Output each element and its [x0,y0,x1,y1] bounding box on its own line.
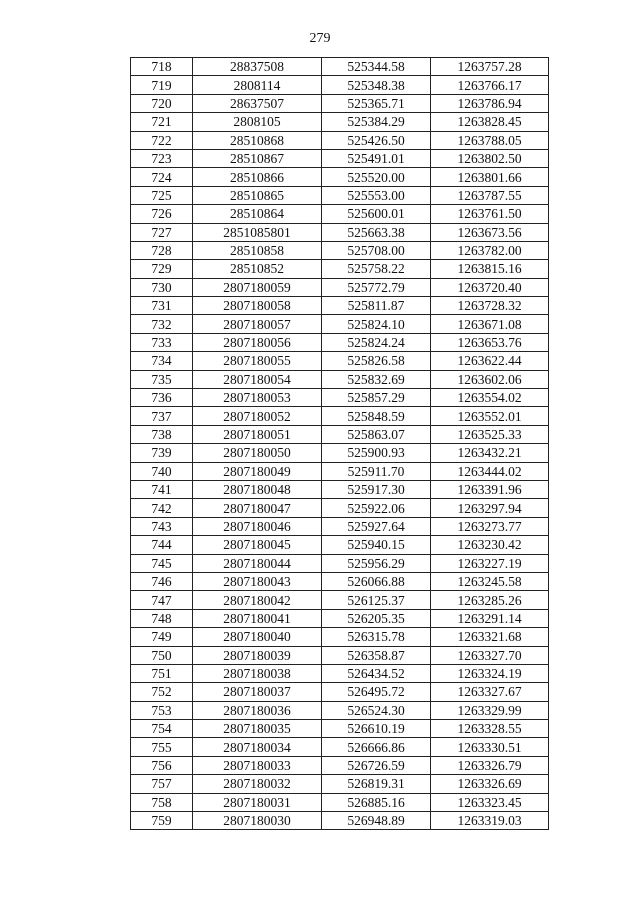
coordinates-table [130,57,549,830]
table-row [131,297,549,315]
x-coordinate-cell: 525900.93 [322,444,431,462]
table-row [131,186,549,204]
point-id-cell: 28510852 [193,260,322,278]
row-number-cell: 723 [131,149,193,167]
x-coordinate-cell: 525956.29 [322,554,431,572]
x-coordinate-cell: 525663.38 [322,223,431,241]
table-row [131,572,549,590]
point-id-cell: 2807180037 [193,683,322,701]
point-id-cell: 2808114 [193,76,322,94]
table-row [131,425,549,443]
row-number-cell: 744 [131,536,193,554]
point-id-cell: 28837508 [193,58,322,76]
y-coordinate-cell: 1263787.55 [431,186,549,204]
table-row [131,315,549,333]
y-coordinate-cell: 1263782.00 [431,241,549,259]
x-coordinate-cell: 525917.30 [322,480,431,498]
x-coordinate-cell: 525911.70 [322,462,431,480]
table-row [131,609,549,627]
row-number-cell: 719 [131,76,193,94]
row-number-cell: 734 [131,352,193,370]
y-coordinate-cell: 1263323.45 [431,793,549,811]
table-row [131,241,549,259]
point-id-cell: 28637507 [193,94,322,112]
x-coordinate-cell: 525365.71 [322,94,431,112]
table-row [131,536,549,554]
table-row [131,168,549,186]
y-coordinate-cell: 1263330.51 [431,738,549,756]
table-row [131,260,549,278]
row-number-cell: 738 [131,425,193,443]
point-id-cell: 2807180043 [193,572,322,590]
x-coordinate-cell: 526066.88 [322,572,431,590]
row-number-cell: 721 [131,113,193,131]
row-number-cell: 750 [131,646,193,664]
row-number-cell: 732 [131,315,193,333]
y-coordinate-cell: 1263622.44 [431,352,549,370]
point-id-cell: 2807180046 [193,517,322,535]
y-coordinate-cell: 1263319.03 [431,812,549,830]
x-coordinate-cell: 526205.35 [322,609,431,627]
point-id-cell: 2807180053 [193,389,322,407]
row-number-cell: 741 [131,480,193,498]
point-id-cell: 2807180054 [193,370,322,388]
row-number-cell: 743 [131,517,193,535]
x-coordinate-cell: 525384.29 [322,113,431,131]
table-row [131,554,549,572]
x-coordinate-cell: 526495.72 [322,683,431,701]
point-id-cell: 2807180035 [193,720,322,738]
row-number-cell: 724 [131,168,193,186]
y-coordinate-cell: 1263326.79 [431,756,549,774]
point-id-cell: 2807180033 [193,756,322,774]
y-coordinate-cell: 1263327.67 [431,683,549,701]
y-coordinate-cell: 1263327.70 [431,646,549,664]
point-id-cell: 2807180050 [193,444,322,462]
table-row [131,462,549,480]
table-row [131,738,549,756]
y-coordinate-cell: 1263273.77 [431,517,549,535]
table-row [131,775,549,793]
point-id-cell: 2807180034 [193,738,322,756]
point-id-cell: 2807180044 [193,554,322,572]
y-coordinate-cell: 1263671.08 [431,315,549,333]
point-id-cell: 2807180030 [193,812,322,830]
x-coordinate-cell: 526666.86 [322,738,431,756]
point-id-cell: 2807180041 [193,609,322,627]
row-number-cell: 759 [131,812,193,830]
table-row [131,278,549,296]
row-number-cell: 720 [131,94,193,112]
point-id-cell: 2807180031 [193,793,322,811]
point-id-cell: 2807180038 [193,664,322,682]
x-coordinate-cell: 525824.10 [322,315,431,333]
point-id-cell: 2807180057 [193,315,322,333]
point-id-cell: 2807180036 [193,701,322,719]
point-id-cell: 28510858 [193,241,322,259]
row-number-cell: 745 [131,554,193,572]
row-number-cell: 725 [131,186,193,204]
y-coordinate-cell: 1263321.68 [431,628,549,646]
row-number-cell: 731 [131,297,193,315]
point-id-cell: 2808105 [193,113,322,131]
row-number-cell: 752 [131,683,193,701]
x-coordinate-cell: 526610.19 [322,720,431,738]
y-coordinate-cell: 1263766.17 [431,76,549,94]
y-coordinate-cell: 1263328.55 [431,720,549,738]
x-coordinate-cell: 525927.64 [322,517,431,535]
row-number-cell: 757 [131,775,193,793]
point-id-cell: 2807180042 [193,591,322,609]
table-row [131,499,549,517]
row-number-cell: 726 [131,205,193,223]
y-coordinate-cell: 1263324.19 [431,664,549,682]
table-row [131,113,549,131]
x-coordinate-cell: 525426.50 [322,131,431,149]
table-row [131,444,549,462]
x-coordinate-cell: 525826.58 [322,352,431,370]
table-row [131,756,549,774]
x-coordinate-cell: 525922.06 [322,499,431,517]
x-coordinate-cell: 526819.31 [322,775,431,793]
y-coordinate-cell: 1263326.69 [431,775,549,793]
table-row [131,701,549,719]
row-number-cell: 718 [131,58,193,76]
y-coordinate-cell: 1263329.99 [431,701,549,719]
y-coordinate-cell: 1263602.06 [431,370,549,388]
row-number-cell: 748 [131,609,193,627]
table-row [131,352,549,370]
table-row [131,591,549,609]
y-coordinate-cell: 1263391.96 [431,480,549,498]
row-number-cell: 747 [131,591,193,609]
point-id-cell: 2807180045 [193,536,322,554]
row-number-cell: 751 [131,664,193,682]
x-coordinate-cell: 525491.01 [322,149,431,167]
point-id-cell: 2807180055 [193,352,322,370]
row-number-cell: 758 [131,793,193,811]
row-number-cell: 727 [131,223,193,241]
point-id-cell: 2807180051 [193,425,322,443]
coordinates-table-body [131,58,549,830]
x-coordinate-cell: 526948.89 [322,812,431,830]
y-coordinate-cell: 1263444.02 [431,462,549,480]
row-number-cell: 742 [131,499,193,517]
table-row [131,94,549,112]
row-number-cell: 754 [131,720,193,738]
x-coordinate-cell: 525811.87 [322,297,431,315]
point-id-cell: 2807180058 [193,297,322,315]
x-coordinate-cell: 525344.58 [322,58,431,76]
table-row [131,480,549,498]
table-row [131,76,549,94]
y-coordinate-cell: 1263245.58 [431,572,549,590]
y-coordinate-cell: 1263788.05 [431,131,549,149]
x-coordinate-cell: 526315.78 [322,628,431,646]
y-coordinate-cell: 1263761.50 [431,205,549,223]
y-coordinate-cell: 1263230.42 [431,536,549,554]
point-id-cell: 2807180052 [193,407,322,425]
row-number-cell: 735 [131,370,193,388]
y-coordinate-cell: 1263801.66 [431,168,549,186]
x-coordinate-cell: 525348.38 [322,76,431,94]
x-coordinate-cell: 525600.01 [322,205,431,223]
y-coordinate-cell: 1263653.76 [431,333,549,351]
x-coordinate-cell: 525772.79 [322,278,431,296]
table-row [131,389,549,407]
table-row [131,223,549,241]
y-coordinate-cell: 1263815.16 [431,260,549,278]
x-coordinate-cell: 525520.00 [322,168,431,186]
y-coordinate-cell: 1263525.33 [431,425,549,443]
point-id-cell: 2807180059 [193,278,322,296]
point-id-cell: 2807180049 [193,462,322,480]
row-number-cell: 730 [131,278,193,296]
x-coordinate-cell: 525553.00 [322,186,431,204]
y-coordinate-cell: 1263297.94 [431,499,549,517]
y-coordinate-cell: 1263802.50 [431,149,549,167]
row-number-cell: 739 [131,444,193,462]
row-number-cell: 749 [131,628,193,646]
point-id-cell: 2807180032 [193,775,322,793]
point-id-cell: 28510864 [193,205,322,223]
y-coordinate-cell: 1263786.94 [431,94,549,112]
y-coordinate-cell: 1263720.40 [431,278,549,296]
x-coordinate-cell: 525863.07 [322,425,431,443]
row-number-cell: 729 [131,260,193,278]
y-coordinate-cell: 1263728.32 [431,297,549,315]
row-number-cell: 736 [131,389,193,407]
x-coordinate-cell: 526726.59 [322,756,431,774]
x-coordinate-cell: 525857.29 [322,389,431,407]
row-number-cell: 753 [131,701,193,719]
row-number-cell: 737 [131,407,193,425]
row-number-cell: 746 [131,572,193,590]
point-id-cell: 28510867 [193,149,322,167]
table-row [131,793,549,811]
table-row [131,370,549,388]
table-row [131,149,549,167]
y-coordinate-cell: 1263552.01 [431,407,549,425]
point-id-cell: 2807180047 [193,499,322,517]
row-number-cell: 728 [131,241,193,259]
table-row [131,58,549,76]
point-id-cell: 28510865 [193,186,322,204]
point-id-cell: 2807180039 [193,646,322,664]
point-id-cell: 2807180040 [193,628,322,646]
x-coordinate-cell: 526358.87 [322,646,431,664]
row-number-cell: 756 [131,756,193,774]
y-coordinate-cell: 1263673.56 [431,223,549,241]
x-coordinate-cell: 525758.22 [322,260,431,278]
y-coordinate-cell: 1263554.02 [431,389,549,407]
table-row [131,683,549,701]
x-coordinate-cell: 526125.37 [322,591,431,609]
point-id-cell: 2807180048 [193,480,322,498]
x-coordinate-cell: 525708.00 [322,241,431,259]
x-coordinate-cell: 525940.15 [322,536,431,554]
x-coordinate-cell: 525848.59 [322,407,431,425]
x-coordinate-cell: 526885.16 [322,793,431,811]
y-coordinate-cell: 1263757.28 [431,58,549,76]
table-row [131,407,549,425]
table-row [131,812,549,830]
table-row [131,628,549,646]
y-coordinate-cell: 1263227.19 [431,554,549,572]
point-id-cell: 28510868 [193,131,322,149]
x-coordinate-cell: 526434.52 [322,664,431,682]
point-id-cell: 28510866 [193,168,322,186]
y-coordinate-cell: 1263285.26 [431,591,549,609]
x-coordinate-cell: 526524.30 [322,701,431,719]
row-number-cell: 755 [131,738,193,756]
table-row [131,517,549,535]
table-row [131,205,549,223]
table-row [131,664,549,682]
x-coordinate-cell: 525824.24 [322,333,431,351]
row-number-cell: 722 [131,131,193,149]
y-coordinate-cell: 1263828.45 [431,113,549,131]
table-row [131,131,549,149]
point-id-cell: 2807180056 [193,333,322,351]
point-id-cell: 2851085801 [193,223,322,241]
y-coordinate-cell: 1263432.21 [431,444,549,462]
table-row [131,720,549,738]
row-number-cell: 733 [131,333,193,351]
y-coordinate-cell: 1263291.14 [431,609,549,627]
page-number: 279 [309,31,331,46]
table-row [131,646,549,664]
x-coordinate-cell: 525832.69 [322,370,431,388]
row-number-cell: 740 [131,462,193,480]
table-row [131,333,549,351]
